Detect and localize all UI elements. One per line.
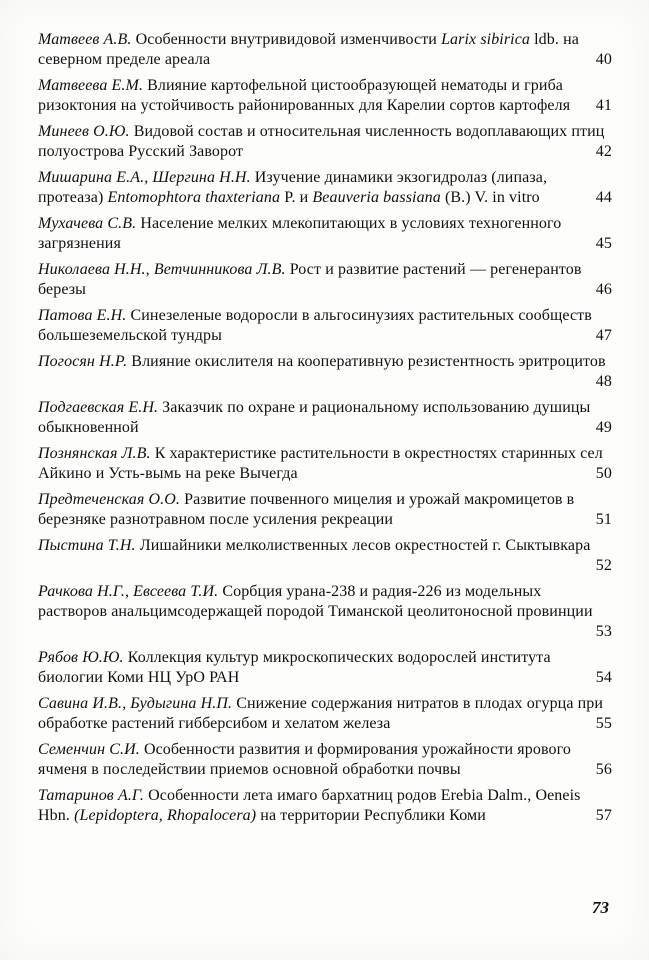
toc-list <box>38 30 612 832</box>
toc-entry-italic-text: Пыстина Т.Н. <box>38 537 136 554</box>
toc-entry-text: Заказчик по охране и рациональному использованию душицы обыкновенной <box>38 399 591 436</box>
toc-entry-text: на территории Республики Коми <box>256 807 486 824</box>
toc-entry-text: Рост и развитие растений — регенерантов березы <box>38 261 582 298</box>
toc-entry-page-number: 40 <box>595 51 612 68</box>
toc-entry-italic-text: Мухачева С.В. <box>38 215 137 232</box>
toc-entry <box>38 76 612 116</box>
toc-entry <box>38 306 612 346</box>
toc-entry-italic-text: Подгаевская Е.Н. <box>38 399 159 416</box>
page-number: 73 <box>592 898 609 917</box>
toc-entry <box>38 648 612 688</box>
toc-entry-text: Изучение динамики экзогидролаз (липаза, протеаза) <box>38 169 548 206</box>
toc-entry-page-number: 51 <box>595 511 612 528</box>
toc-entry-text: Влияние окислителя на кооперативную резистентность эритроцитов <box>127 353 606 370</box>
toc-entry-text: Сорбция урана-238 и радия-226 из модельных растворов анальцимсодержащей породой Тиманской цеолитоносной провинции <box>38 583 593 620</box>
toc-entry-page-number: 53 <box>595 623 612 640</box>
toc-entry-page-number: 50 <box>595 465 612 482</box>
toc-entry-italic-text: Семенчин С.И. <box>38 741 140 758</box>
toc-entry-page-number: 44 <box>595 189 612 206</box>
toc-entry-page-number: 56 <box>595 761 612 778</box>
toc-entry-page-number: 57 <box>595 807 612 824</box>
toc-entry <box>38 30 612 70</box>
toc-entry-text: (В.) V. in vitro <box>440 189 540 206</box>
toc-entry-italic-text: Патова Е.Н. <box>38 307 127 324</box>
toc-entry-page-number: 52 <box>595 557 612 574</box>
toc-entry-italic-text: Матвеева Е.М. <box>38 77 144 94</box>
toc-entry-page-number: 45 <box>595 235 612 252</box>
toc-entry-page-number: 41 <box>595 97 612 114</box>
toc-entry <box>38 260 612 300</box>
toc-entry <box>38 444 612 484</box>
toc-entry-italic-text: Татаринов А.Г. <box>38 787 145 804</box>
toc-entry-text: Развитие почвенного мицелия и урожай макромицетов в березняке разнотравном после усиления рекреации <box>38 491 575 528</box>
toc-entry-italic-text: Предтеченская О.О. <box>38 491 181 508</box>
toc-entry-italic-text: Матвеев А.В. <box>38 31 132 48</box>
toc-entry-text: Влияние картофельной цистообразующей нематоды и гриба ризоктония на устойчивость районированных для Карелии сортов картофеля <box>38 77 571 114</box>
toc-entry <box>38 398 612 438</box>
toc-entry-text: Видовой состав и относительная численность водоплавающих птиц полуострова Русский Заворот <box>38 123 605 160</box>
toc-entry <box>38 536 612 576</box>
toc-entry <box>38 694 612 734</box>
toc-entry-italic-text: Познянская Л.В. <box>38 445 151 462</box>
toc-entry-text: Особенности внутривидовой изменчивости <box>131 31 442 48</box>
toc-entry-text: ldb. на северном пределе ареала <box>38 31 579 68</box>
toc-entry-text: К характеристике растительности в окрестностях старинных сел Айкино и Усть-вымь на реке Вычегда <box>38 445 603 482</box>
toc-entry-italic-text: (Lepidoptera, Rhopalocera) <box>74 807 257 824</box>
toc-entry-italic-text: Савина И.В., Будыгина Н.П. <box>38 695 233 712</box>
toc-entry <box>38 352 612 392</box>
toc-entry-italic-text: Николаева Н.Н., Ветчинникова Л.В. <box>38 261 286 278</box>
toc-entry-page-number: 46 <box>595 281 612 298</box>
toc-entry <box>38 122 612 162</box>
toc-entry-italic-text: Мишарина Е.А., Шергина Н.Н. <box>38 169 251 186</box>
toc-entry-italic-text: Рачкова Н.Г., Евсеева Т.И. <box>38 583 219 600</box>
toc-entry-page-number: 54 <box>595 669 612 686</box>
toc-entry <box>38 168 612 208</box>
toc-entry <box>38 740 612 780</box>
toc-entry-text: Лишайники мелколиственных лесов окрестностей г. Сыктывкара <box>135 537 591 554</box>
toc-entry-page-number: 47 <box>595 327 612 344</box>
toc-entry-text: P. и <box>280 189 313 206</box>
toc-entry-italic-text: Beauveria bassiana <box>312 189 441 206</box>
toc-entry-page-number: 55 <box>595 715 612 732</box>
toc-entry <box>38 490 612 530</box>
toc-entry-italic-text: Рябов Ю.Ю. <box>38 649 124 666</box>
toc-entry <box>38 786 612 826</box>
toc-entry-text: Коллекция культур микроскопических водорослей института биологии Коми НЦ УрО РАН <box>38 649 551 686</box>
toc-entry <box>38 582 612 642</box>
toc-entry-page-number: 49 <box>595 419 612 436</box>
toc-entry-italic-text: Larix sibirica <box>441 31 531 48</box>
toc-entry-italic-text: Entomophtora thaxteriana <box>107 189 281 206</box>
toc-entry-text: Население мелких млекопитающих в условиях техногенного загрязнения <box>38 215 562 252</box>
toc-entry-text: Синезеленые водоросли в альгосинузиях растительных сообществ большеземельской тундры <box>38 307 592 344</box>
toc-entry-text: Особенности лета имаго бархатниц родов Erebia Dalm., Oeneis Hbn. <box>38 787 581 824</box>
toc-entry-text: Особенности развития и формирования урожайности ярового ячменя в последействии приемов основной обработки почвы <box>38 741 571 778</box>
toc-entry-page-number: 48 <box>595 373 612 390</box>
toc-entry-italic-text: Минеев О.Ю. <box>38 123 130 140</box>
toc-entry <box>38 214 612 254</box>
toc-entry-text: Снижение содержания нитратов в плодах огурца при обработке растений гибберсибом и хелатом железа <box>38 695 604 732</box>
toc-entry-page-number: 42 <box>595 143 612 160</box>
toc-entry-italic-text: Погосян Н.Р. <box>38 353 128 370</box>
